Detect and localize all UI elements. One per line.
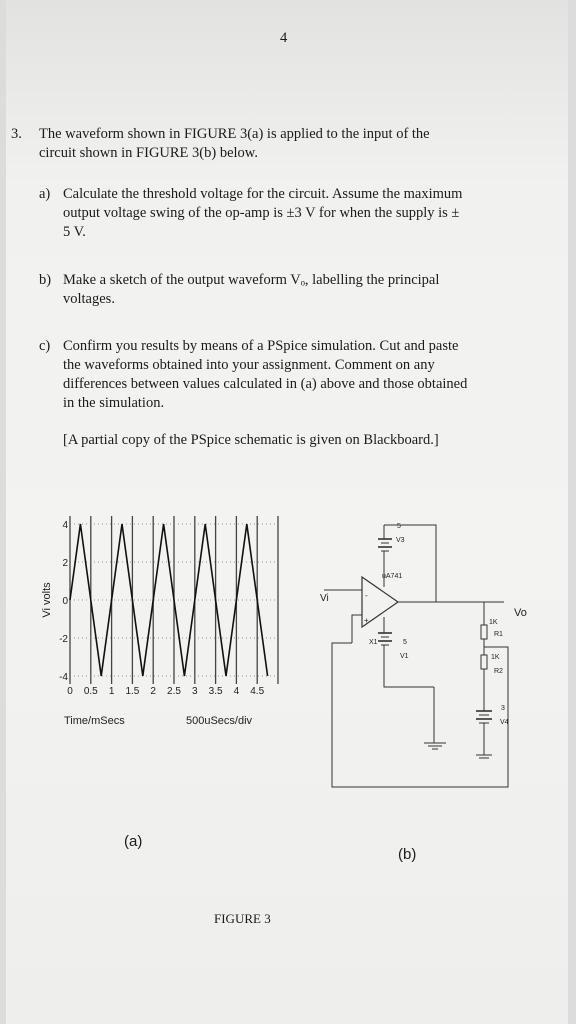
part-a-line-3: 5 V. [63, 224, 86, 240]
wire-output [398, 602, 484, 625]
y-tick-label: -4 [59, 672, 68, 683]
x-tick-label: 1 [108, 686, 115, 697]
plus-label: + [364, 616, 369, 625]
x-tick-label: 2 [150, 686, 156, 697]
part-b-label: b) [39, 272, 52, 288]
x-tick-label: 0.5 [83, 686, 98, 697]
wire-plus-input [352, 615, 362, 643]
y-tick-label: 4 [62, 520, 68, 531]
document-page [6, 0, 568, 1024]
wire-v3-top [384, 525, 436, 602]
part-c-label: c) [39, 338, 51, 354]
x-tick-label: 4 [233, 686, 240, 697]
figure-caption: FIGURE 3 [214, 911, 271, 926]
x1-label: X1 [369, 639, 378, 646]
caption-a: (a) [124, 833, 143, 850]
r2-value-label: 1K [491, 654, 500, 661]
waveform-chart [36, 500, 298, 730]
schematic-note: [A partial copy of the PSpice schematic is given on Blackboard.] [63, 432, 439, 448]
wire-v1-ground [384, 645, 434, 687]
minus-label: - [365, 591, 368, 600]
resistor-r1 [481, 625, 487, 639]
part-c-line-2: the waveforms obtained into your assignment. Comment on any [63, 357, 435, 373]
r2-label: R2 [494, 668, 503, 675]
waveform-series-line [70, 524, 268, 676]
v4-label: V4 [500, 719, 509, 726]
x-tick-label: 2.5 [167, 686, 181, 697]
x-tick-label: 3 [192, 686, 198, 697]
y-tick-label: -2 [59, 634, 68, 645]
x-tick-label: 1.5 [125, 686, 140, 697]
v3-label: V3 [396, 537, 405, 544]
part-c-line-1: Confirm you results by means of a PSpice simulation. Cut and paste [63, 338, 459, 354]
question-number: 3. [11, 126, 22, 142]
part-b-line-1: Make a sketch of the output waveform Vₒ, labelling the principal [63, 272, 440, 288]
question-line-2: circuit shown in FIGURE 3(b) below. [39, 145, 258, 161]
scale-note: 500uSecs/div [186, 715, 253, 727]
x-tick-label: 4.5 [250, 686, 265, 697]
x-axis-label: Time/mSecs [64, 715, 125, 727]
v1-label: V1 [400, 653, 409, 660]
resistor-r2 [481, 655, 487, 669]
r1-label: R1 [494, 631, 503, 638]
part-c-line-4: in the simulation. [63, 395, 165, 411]
opamp-label: uA741 [382, 573, 403, 580]
y-axis-label: Vi volts [41, 582, 53, 618]
caption-b: (b) [398, 846, 417, 863]
v1-value-label: 5 [403, 639, 407, 646]
vo-label: Vo [514, 607, 527, 619]
part-a-label: a) [39, 186, 51, 202]
question-line-1: The waveform shown in FIGURE 3(a) is applied to the input of the [39, 126, 430, 142]
part-a-line-2: output voltage swing of the op-amp is ±3 V for when the supply is ± [63, 205, 460, 221]
part-c-line-3: differences between values calculated in (a) above and those obtained [63, 376, 468, 392]
part-a-line-1: Calculate the threshold voltage for the circuit. Assume the maximum [63, 186, 463, 202]
y-tick-label: 2 [62, 558, 68, 569]
r1-value-label: 1K [489, 619, 498, 626]
x-tick-label: 3.5 [208, 686, 223, 697]
page-number: 4 [280, 30, 288, 46]
circuit-schematic [306, 515, 536, 805]
y-tick-label: 0 [62, 596, 68, 607]
part-b-line-2: voltages. [63, 291, 115, 307]
v4-value-label: 3 [501, 705, 505, 712]
x-tick-label: 0 [67, 686, 73, 697]
v3-value-label: 5 [397, 523, 401, 530]
vi-label: Vi [320, 593, 329, 604]
